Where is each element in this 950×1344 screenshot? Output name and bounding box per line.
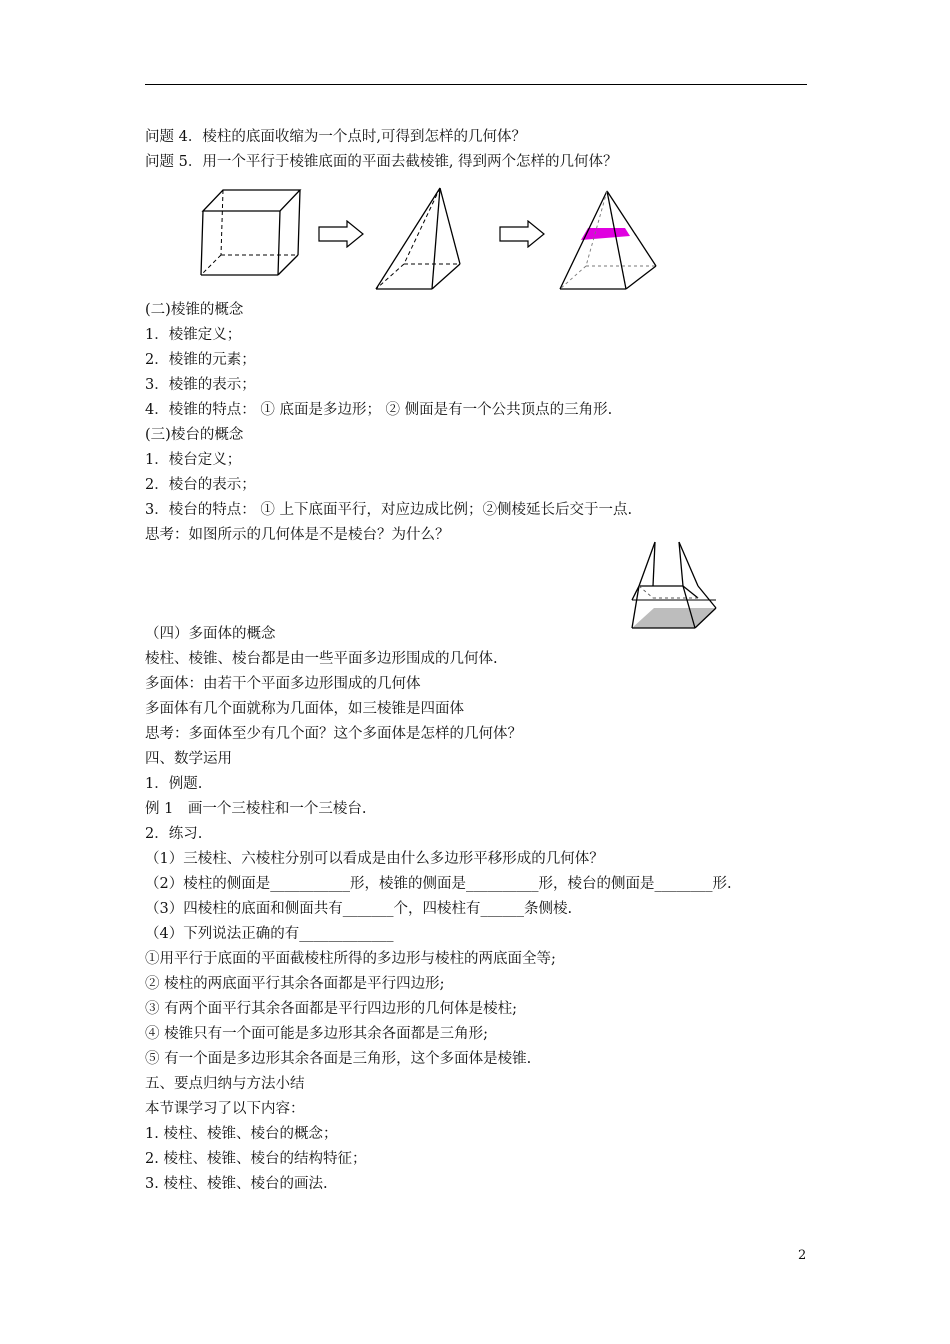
arrow-icon	[498, 220, 546, 248]
text-line: 问题 4．棱柱的底面收缩为一个点时,可得到怎样的几何体？	[145, 129, 526, 145]
text-line: 4．棱锥的特点： ① 底面是多边形； ② 侧面是有一个公共顶点的三角形.	[145, 402, 613, 418]
text-line: 问题 5．用一个平行于棱锥底面的平面去截棱锥, 得到两个怎样的几何体？	[145, 154, 618, 170]
text-line: 3. 棱柱、棱锥、棱台的画法.	[145, 1176, 328, 1192]
arrow-icon	[317, 220, 365, 248]
header-rule	[145, 84, 807, 85]
text-line: (三)棱台的概念	[145, 427, 244, 443]
text-line: 3．棱台的特点： ① 上下底面平行，对应边成比例；②侧棱延长后交于一点.	[145, 502, 633, 518]
text-line: 思考：多面体至少有几个面？这个多面体是怎样的几何体？	[145, 726, 522, 742]
frustum-bottom-shade	[632, 608, 716, 628]
text-line: 1．例题.	[145, 776, 203, 792]
text-line: (二)棱锥的概念	[145, 302, 244, 318]
text-line: 1. 棱柱、棱锥、棱台的概念；	[145, 1126, 338, 1142]
text-line: （四）多面体的概念	[145, 626, 276, 642]
prism-figure	[195, 185, 315, 280]
text-line: 本节课学习了以下内容：	[145, 1101, 305, 1117]
text-line: 2．练习.	[145, 826, 203, 842]
non-frustum-figure	[628, 538, 723, 634]
text-line: 1．棱锥定义；	[145, 327, 242, 343]
text-line: ⑤ 有一个面是多边形其余各面是三角形，这个多面体是棱锥.	[145, 1051, 532, 1067]
text-line: 棱柱、棱锥、棱台都是由一些平面多边形围成的几何体.	[145, 651, 498, 667]
text-line: 3．棱锥的表示；	[145, 377, 256, 393]
text-line: 例 1 画一个三棱柱和一个三棱台.	[145, 801, 367, 817]
text-line: 四、数学运用	[145, 751, 232, 767]
text-line: 多面体有几个面就称为几面体，如三棱锥是四面体	[145, 701, 464, 717]
text-line: 2．棱锥的元素；	[145, 352, 256, 368]
text-line: 1．棱台定义；	[145, 452, 242, 468]
text-line: ② 棱柱的两底面平行其余各面都是平行四边形;	[145, 976, 445, 992]
text-line: （2）棱柱的侧面是___________形，棱锥的侧面是__________形，棱台的侧面是________形.	[145, 876, 732, 892]
text-line: 2. 棱柱、棱锥、棱台的结构特征；	[145, 1151, 367, 1167]
page-number: 2	[798, 1248, 807, 1263]
text-line: ③ 有两个面平行其余各面都是平行四边形的几何体是棱柱;	[145, 1001, 517, 1017]
cut-pyramid-figure	[556, 188, 662, 294]
text-line: 五、要点归纳与方法小结	[145, 1076, 305, 1092]
text-line: 思考：如图所示的几何体是不是棱台？为什么？	[145, 527, 450, 543]
pyramid-figure	[372, 185, 464, 293]
text-line: （4）下列说法正确的有_____________	[145, 926, 394, 942]
text-line: （3）四棱柱的底面和侧面共有_______个，四棱柱有______条侧棱.	[145, 901, 573, 917]
text-line: 2．棱台的表示；	[145, 477, 256, 493]
text-line: 多面体：由若干个平面多边形围成的几何体	[145, 676, 421, 692]
text-line: ④ 棱锥只有一个面可能是多边形其余各面都是三角形;	[145, 1026, 488, 1042]
text-line: （1）三棱柱、六棱柱分别可以看成是由什么多边形平移形成的几何体？	[145, 851, 604, 867]
text-line: ①用平行于底面的平面截棱柱所得的多边形与棱柱的两底面全等;	[145, 951, 556, 967]
